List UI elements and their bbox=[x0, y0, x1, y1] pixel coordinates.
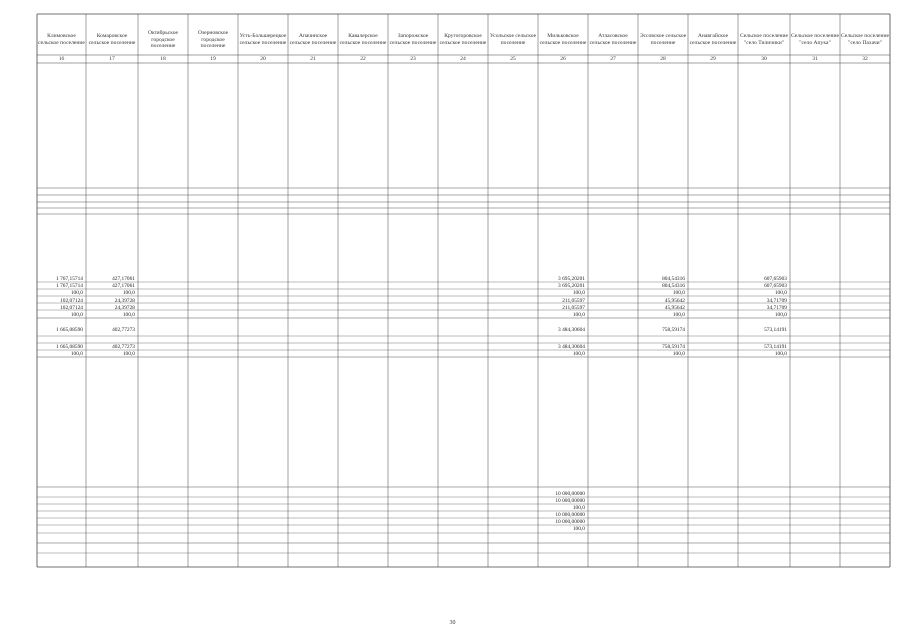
column-number: 28 bbox=[660, 56, 666, 62]
table-cell: 34,71709 bbox=[766, 305, 787, 311]
column-number: 16 bbox=[58, 56, 65, 62]
table-cell: 402,77273 bbox=[112, 327, 135, 333]
table-cell: 102,07124 bbox=[60, 298, 83, 304]
table-cell: 45,95642 bbox=[664, 298, 685, 304]
table-cell: 100,0 bbox=[572, 290, 585, 296]
column-header: Апачинское сельское поселение bbox=[289, 33, 337, 46]
table-cell: 45,95642 bbox=[664, 305, 685, 311]
table-cell: 100,0 bbox=[672, 312, 685, 318]
table-cell: 100,0 bbox=[572, 351, 585, 357]
column-header: Октябрьское городское поселение bbox=[147, 30, 179, 50]
table-cell: 1 665,08590 bbox=[56, 327, 83, 333]
column-header: Мильковское сельское поселение bbox=[539, 33, 587, 46]
table-cell: 100,0 bbox=[774, 351, 787, 357]
table-cell: 3 695,20201 bbox=[558, 283, 585, 289]
column-number: 31 bbox=[812, 56, 818, 62]
column-header: Атласовское сельское поселение bbox=[589, 33, 637, 46]
column-header: Кругогоровское сельское поселение bbox=[439, 33, 487, 46]
table-cell: 3 695,20201 bbox=[558, 276, 585, 282]
table-cell: 100,0 bbox=[672, 351, 685, 357]
column-number: 29 bbox=[710, 56, 716, 62]
column-number: 25 bbox=[510, 56, 516, 62]
column-number: 21 bbox=[310, 56, 316, 62]
column-header: Эссовское сельское поселение bbox=[639, 33, 687, 46]
table-cell: 100,0 bbox=[122, 290, 135, 296]
table-cell: 427,17061 bbox=[112, 283, 135, 289]
column-header: Сельское поселение "село Тиличики" bbox=[740, 33, 788, 46]
table-cell: 607,65903 bbox=[764, 283, 787, 289]
table-cell: 100,0 bbox=[672, 290, 685, 296]
column-header: Усть-Большерецкое сельское поселение bbox=[239, 33, 287, 46]
column-header: Комаровское сельское поселение bbox=[88, 33, 136, 46]
table-cell: 10 000,00000 bbox=[555, 512, 585, 518]
column-number: 18 bbox=[160, 56, 166, 62]
table-cell: 100,0 bbox=[122, 312, 135, 318]
page-number: 30 bbox=[449, 620, 456, 626]
column-header: Сельское поселение "село Апука" bbox=[791, 33, 839, 46]
table-cell: 804,54316 bbox=[662, 276, 685, 282]
column-number: 27 bbox=[610, 56, 616, 62]
table-cell: 573,14191 bbox=[764, 327, 787, 333]
table-cell: 804,54316 bbox=[662, 283, 685, 289]
table-cell: 1 665,08590 bbox=[56, 344, 83, 350]
table-cell: 427,17061 bbox=[112, 276, 135, 282]
table-cell: 100,0 bbox=[70, 290, 83, 296]
column-number: 19 bbox=[210, 56, 216, 62]
table-cell: 100,0 bbox=[572, 505, 585, 511]
table-cell: 573,14191 bbox=[764, 344, 787, 350]
column-header: Озерновское городское поселение bbox=[197, 30, 229, 50]
table-cell: 1 767,15714 bbox=[56, 276, 83, 282]
column-number: 23 bbox=[410, 56, 416, 62]
table-cell: 758,59174 bbox=[662, 344, 685, 350]
table-cell: 100,0 bbox=[572, 312, 585, 318]
table-cell: 211,05597 bbox=[562, 305, 585, 311]
table-cell: 100,0 bbox=[774, 312, 787, 318]
column-header: Кавалерское сельское поселение bbox=[339, 33, 387, 46]
table-cell: 10 000,00000 bbox=[555, 491, 585, 497]
column-number: 30 bbox=[761, 56, 767, 62]
column-header: Сельское поселение "село Пахачи" bbox=[841, 33, 889, 46]
table-cell: 100,0 bbox=[774, 290, 787, 296]
table-cell: 607,65903 bbox=[764, 276, 787, 282]
table-cell: 402,77273 bbox=[112, 344, 135, 350]
table-cell: 24,39728 bbox=[114, 305, 135, 311]
column-header: Анавгайское сельское поселение bbox=[689, 33, 737, 46]
table-cell: 100,0 bbox=[572, 526, 585, 532]
table-cell: 3 484,30604 bbox=[558, 327, 585, 333]
column-number: 32 bbox=[862, 56, 868, 62]
table-cell: 24,39728 bbox=[114, 298, 135, 304]
table-cell: 211,05597 bbox=[562, 298, 585, 304]
column-header: Климовское сельское поселение bbox=[38, 33, 85, 46]
column-number: 22 bbox=[360, 56, 366, 62]
table-cell: 100,0 bbox=[70, 312, 83, 318]
table-cell: 10 000,00000 bbox=[555, 519, 585, 525]
column-number: 20 bbox=[260, 56, 266, 62]
column-number: 24 bbox=[460, 56, 466, 62]
table-cell: 100,0 bbox=[70, 351, 83, 357]
column-header: Запорожское сельское поселение bbox=[389, 33, 437, 46]
table-cell: 102,07124 bbox=[60, 305, 83, 311]
column-number: 26 bbox=[560, 56, 566, 62]
column-number: 17 bbox=[109, 56, 115, 62]
table-cell: 3 484,30604 bbox=[558, 344, 585, 350]
table-cell: 100,0 bbox=[122, 351, 135, 357]
table-cell: 1 767,15714 bbox=[56, 283, 83, 289]
column-header: Усольское сельское поселение bbox=[489, 33, 537, 46]
table-cell: 758,59174 bbox=[662, 327, 685, 333]
table-cell: 10 000,00000 bbox=[555, 498, 585, 504]
table-cell: 34,71709 bbox=[766, 298, 787, 304]
